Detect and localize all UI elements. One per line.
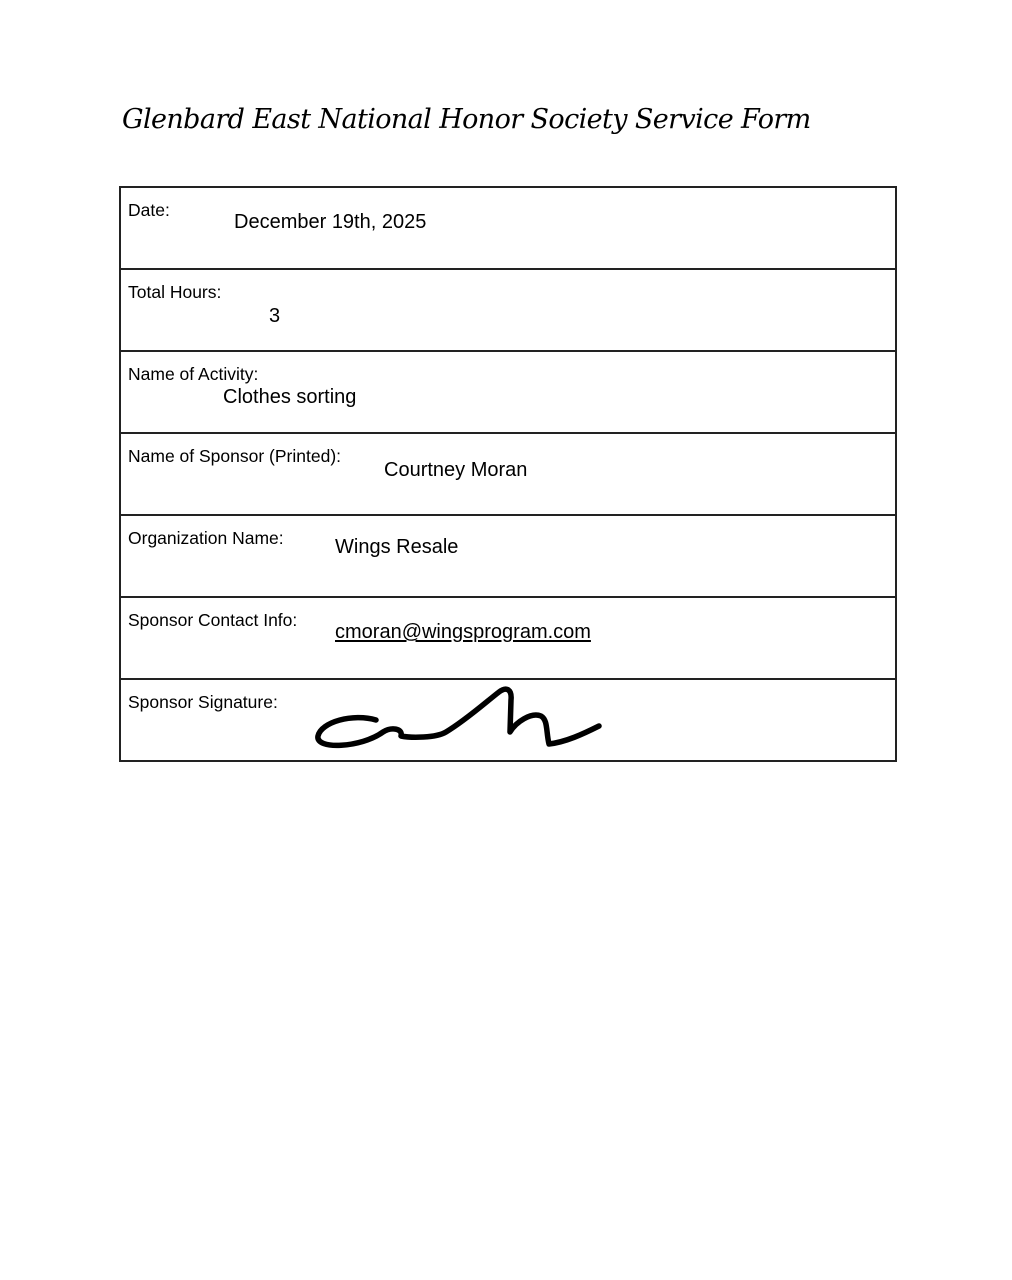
activity-value: Clothes sorting [223, 386, 357, 408]
sponsor-name-row [121, 434, 895, 516]
service-form-table [119, 186, 897, 762]
total-hours-value: 3 [269, 305, 281, 327]
contact-row [121, 598, 895, 680]
contact-label: Sponsor Contact Info: [128, 610, 298, 630]
contact-email-link[interactable]: cmoran@wingsprogram.com [335, 621, 591, 643]
date-value: December 19th, 2025 [234, 211, 427, 233]
date-label: Date: [128, 200, 170, 220]
sponsor-name-value: Courtney Moran [384, 459, 528, 481]
signature-label: Sponsor Signature: [128, 692, 278, 712]
organization-row [121, 516, 895, 598]
organization-label: Organization Name: [128, 528, 284, 548]
activity-row [121, 352, 895, 434]
signature-row [121, 680, 895, 760]
sponsor-name-label: Name of Sponsor (Printed): [128, 446, 342, 466]
date-row [121, 188, 895, 270]
page-title: Glenbard East National Honor Society Service Form [122, 104, 811, 135]
total-hours-label: Total Hours: [128, 282, 222, 302]
sponsor-signature [121, 680, 895, 762]
total-hours-row [121, 270, 895, 352]
activity-label: Name of Activity: [128, 364, 259, 384]
organization-value: Wings Resale [335, 536, 459, 558]
